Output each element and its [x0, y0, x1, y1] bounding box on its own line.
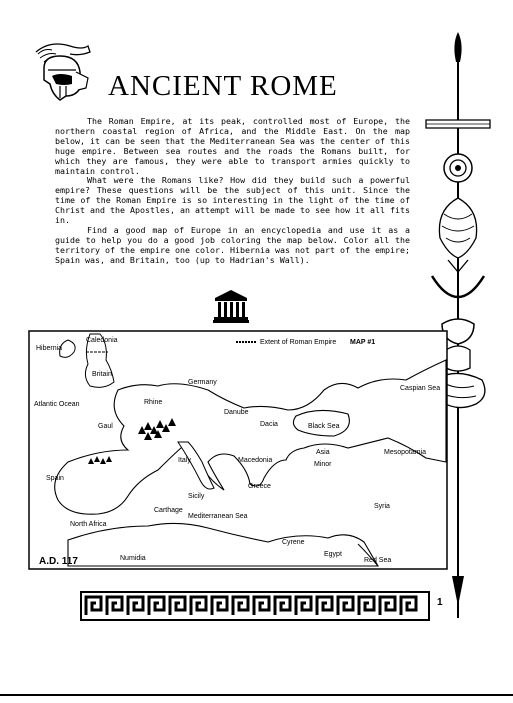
- label-germany: Germany: [188, 379, 217, 386]
- map-legend: Extent of Roman Empire: [260, 339, 337, 346]
- footer-rule: [0, 694, 513, 696]
- label-red-sea: Red Sea: [364, 557, 392, 564]
- page-title: ANCIENT ROME: [108, 70, 338, 102]
- map-date-label: A.D. 117: [39, 556, 78, 567]
- label-italy: Italy: [178, 457, 191, 464]
- label-caspian: Caspian Sea: [400, 385, 441, 392]
- label-syria: Syria: [374, 503, 390, 510]
- label-atlantic: Atlantic Ocean: [34, 401, 80, 408]
- label-minor: Minor: [314, 461, 332, 468]
- intro-text: [55, 117, 410, 266]
- label-egypt: Egypt: [324, 551, 342, 558]
- label-sicily: Sicily: [188, 493, 205, 500]
- paragraph-1: The Roman Empire, at its peak, controlled most of Europe, the northern coastal region of Africa, and the Middle East. On the map below, it can be seen that the Mediterranean Sea was the center of this huge empire. Between sea routes and the roads the Romans built, for which they are famous, they were able to transport armies quickly to maintain control.: [55, 116, 410, 176]
- label-mesopotamia: Mesopotamia: [384, 449, 427, 456]
- label-dacia: Dacia: [260, 421, 278, 428]
- label-britain: Britain: [92, 371, 112, 378]
- label-carthage: Carthage: [154, 507, 183, 514]
- map-number: MAP #1: [350, 339, 376, 346]
- label-macedonia: Macedonia: [238, 457, 273, 464]
- label-cyrene: Cyrene: [282, 539, 305, 546]
- label-caledonia: Caledonia: [86, 337, 118, 344]
- roman-empire-map: [28, 330, 448, 570]
- label-med-sea: Mediterranean Sea: [188, 513, 248, 520]
- label-rhine: Rhine: [144, 399, 163, 406]
- temple-icon: [213, 288, 249, 324]
- label-numidia: Numidia: [120, 555, 146, 562]
- label-black-sea: Black Sea: [308, 423, 340, 430]
- label-gaul: Gaul: [98, 423, 113, 430]
- roman-helmet-icon: [30, 38, 100, 108]
- page-number: 1: [437, 597, 443, 608]
- paragraph-3: Find a good map of Europe in an encyclopedia and use it as a guide to help you do a good job coloring the map below. Color all the territory of the empire one color. Hibernia was not part of the empire; Spain was, and Britain, too (up to Hadrian's Wall).: [55, 224, 410, 265]
- greek-key-border: [80, 591, 430, 621]
- label-asia: Asia: [316, 449, 330, 456]
- label-spain: Spain: [46, 475, 64, 482]
- label-greece: Greece: [248, 483, 271, 490]
- label-hibernia: Hibernia: [36, 345, 63, 352]
- label-danube: Danube: [224, 409, 249, 416]
- label-north-africa: North Africa: [70, 521, 107, 528]
- paragraph-2: What were the Romans like? How did they build such a powerful empire? These questions will be the subject of this unit. Since the time of the Roman Empire is so interesting in the light of the time of Christ and the Apostles, an attempt will be made to see how it all fits in.: [55, 175, 410, 226]
